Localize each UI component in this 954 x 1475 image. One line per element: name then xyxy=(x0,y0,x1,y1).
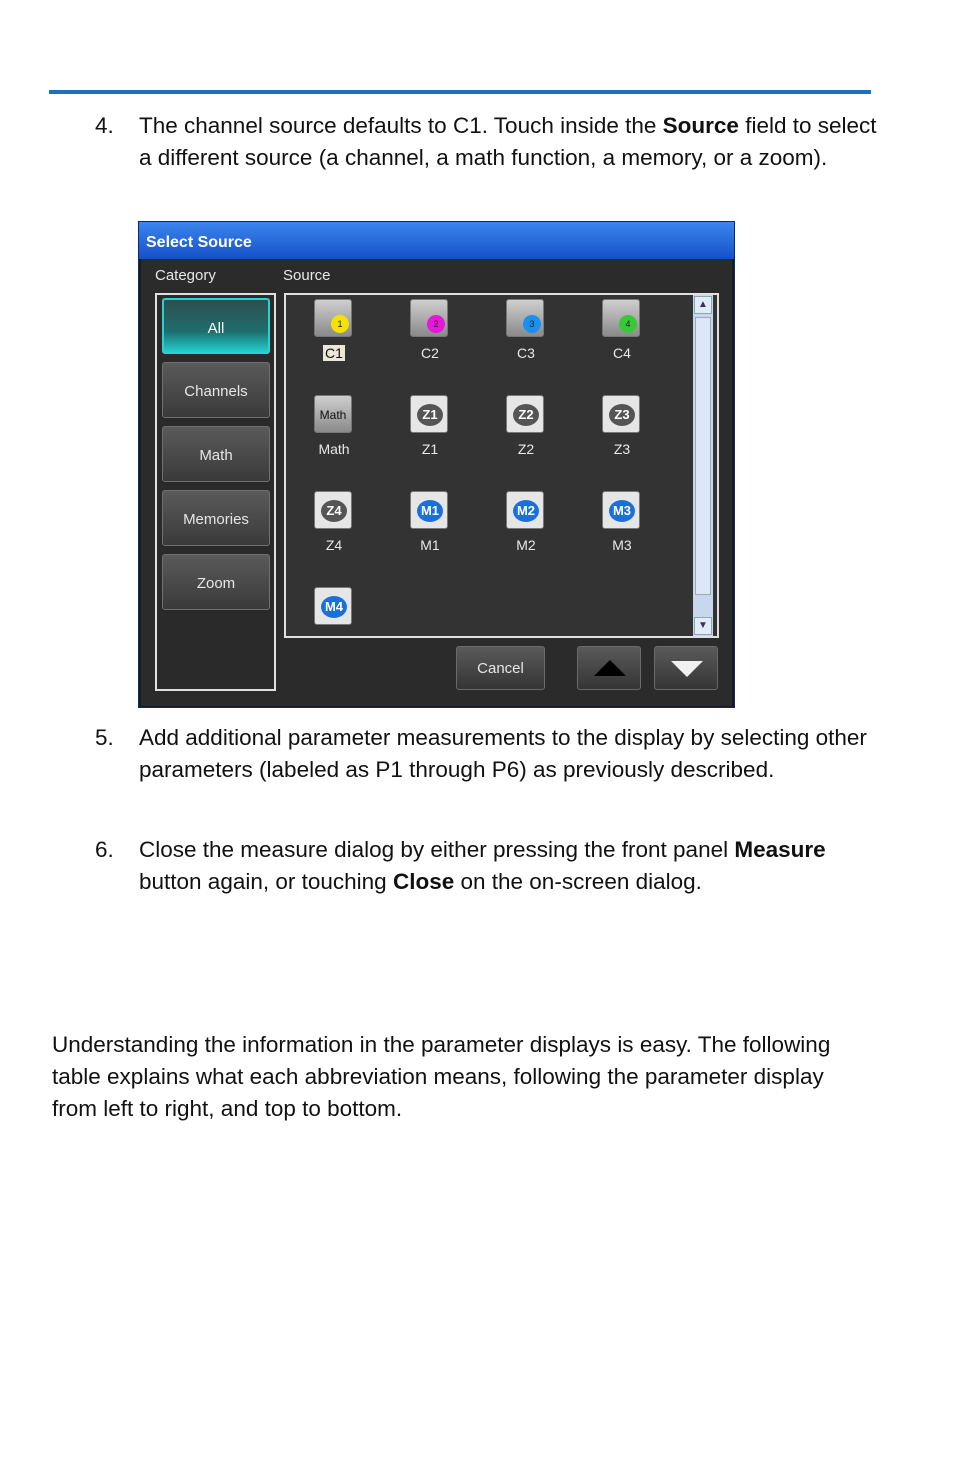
source-tile-3[interactable] xyxy=(486,297,566,381)
memory-2-icon: M2 xyxy=(506,491,544,529)
zoom-3-icon: Z3 xyxy=(602,395,640,433)
source-label: Z2 xyxy=(517,441,535,457)
source-label: Z1 xyxy=(421,441,439,457)
source-label: C2 xyxy=(421,345,439,361)
source-tile-m3[interactable] xyxy=(582,489,662,573)
source-label: Z3 xyxy=(613,441,631,457)
category-all-button[interactable]: All xyxy=(162,298,270,354)
arrow-down-icon xyxy=(671,661,703,677)
source-scrollbar[interactable] xyxy=(693,295,713,636)
page-up-button[interactable] xyxy=(577,646,641,690)
step-text xyxy=(139,834,879,898)
source-tile-m1[interactable] xyxy=(390,489,470,573)
step-number: 4. xyxy=(95,113,114,138)
math-icon: Math xyxy=(314,395,352,433)
source-label: M2 xyxy=(516,537,536,553)
source-tile-1[interactable] xyxy=(294,297,374,381)
source-label: C4 xyxy=(613,345,631,361)
arrow-up-icon xyxy=(594,660,626,676)
category-list xyxy=(155,293,276,691)
category-header: Category xyxy=(155,267,216,284)
page-down-button[interactable] xyxy=(654,646,718,690)
zoom-4-icon: Z4 xyxy=(314,491,352,529)
source-header: Source xyxy=(283,267,331,284)
header-rule xyxy=(49,90,871,94)
bold-term: Close xyxy=(392,869,455,894)
text-run: on the on-screen dialog. xyxy=(454,869,702,894)
category-memories-button[interactable]: Memories xyxy=(162,490,270,546)
step-text xyxy=(139,110,879,174)
channel-2-icon: 2 xyxy=(410,299,448,337)
source-tile-z2[interactable] xyxy=(486,393,566,477)
text-run: Close the measure dialog by either pressing the front panel xyxy=(139,837,735,862)
scroll-thumb[interactable] xyxy=(695,317,711,595)
dialog-body xyxy=(141,259,732,706)
category-math-button[interactable]: Math xyxy=(162,426,270,482)
source-tile-2[interactable] xyxy=(390,297,470,381)
step-text xyxy=(139,722,879,786)
text-run: Add additional parameter measurements to the display by selecting other parameters (labeled as P1 through P6) as previously described. xyxy=(139,725,867,782)
source-tile-m2[interactable] xyxy=(486,489,566,573)
cancel-button[interactable]: Cancel xyxy=(456,646,545,690)
scroll-down-icon[interactable]: ▼ xyxy=(694,617,712,635)
memory-4-icon: M4 xyxy=(314,587,352,625)
channel-3-icon: 3 xyxy=(506,299,544,337)
source-label: M1 xyxy=(420,537,440,553)
bold-term: Measure xyxy=(734,837,826,862)
channel-4-icon: 4 xyxy=(602,299,640,337)
source-tile-m4[interactable] xyxy=(294,585,374,669)
source-label: Math xyxy=(318,441,350,457)
source-label: C1 xyxy=(325,345,343,361)
source-tile-z1[interactable] xyxy=(390,393,470,477)
step-number: 6. xyxy=(95,837,114,862)
select-source-dialog xyxy=(138,221,735,708)
source-tile-4[interactable] xyxy=(582,297,662,381)
memory-3-icon: M3 xyxy=(602,491,640,529)
zoom-2-icon: Z2 xyxy=(506,395,544,433)
text-run: button again, or touching xyxy=(139,869,393,894)
text-run: The channel source defaults to C1. Touch inside the xyxy=(139,113,663,138)
category-zoom-button[interactable]: Zoom xyxy=(162,554,270,610)
bold-term: Source xyxy=(662,113,739,138)
source-label: C3 xyxy=(517,345,535,361)
source-tile-z4[interactable] xyxy=(294,489,374,573)
intro-paragraph: Understanding the information in the parameter displays is easy. The following table explains what each abbreviation means, following the parameter display from left to right, and top to bottom. xyxy=(52,1032,831,1121)
source-label: M3 xyxy=(612,537,632,553)
category-channels-button[interactable]: Channels xyxy=(162,362,270,418)
step-number: 5. xyxy=(95,725,114,750)
channel-1-icon: 1 xyxy=(314,299,352,337)
source-label: Z4 xyxy=(325,537,343,553)
dialog-title: Select Source xyxy=(139,222,734,259)
zoom-1-icon: Z1 xyxy=(410,395,448,433)
source-tile-z3[interactable] xyxy=(582,393,662,477)
memory-1-icon: M1 xyxy=(410,491,448,529)
source-tile-math[interactable] xyxy=(294,393,374,477)
text-run: field to select a different source (a channel, a math function, a memory, or a zoom). xyxy=(139,113,877,170)
source-grid xyxy=(284,293,719,638)
scroll-up-icon[interactable]: ▲ xyxy=(694,296,712,314)
